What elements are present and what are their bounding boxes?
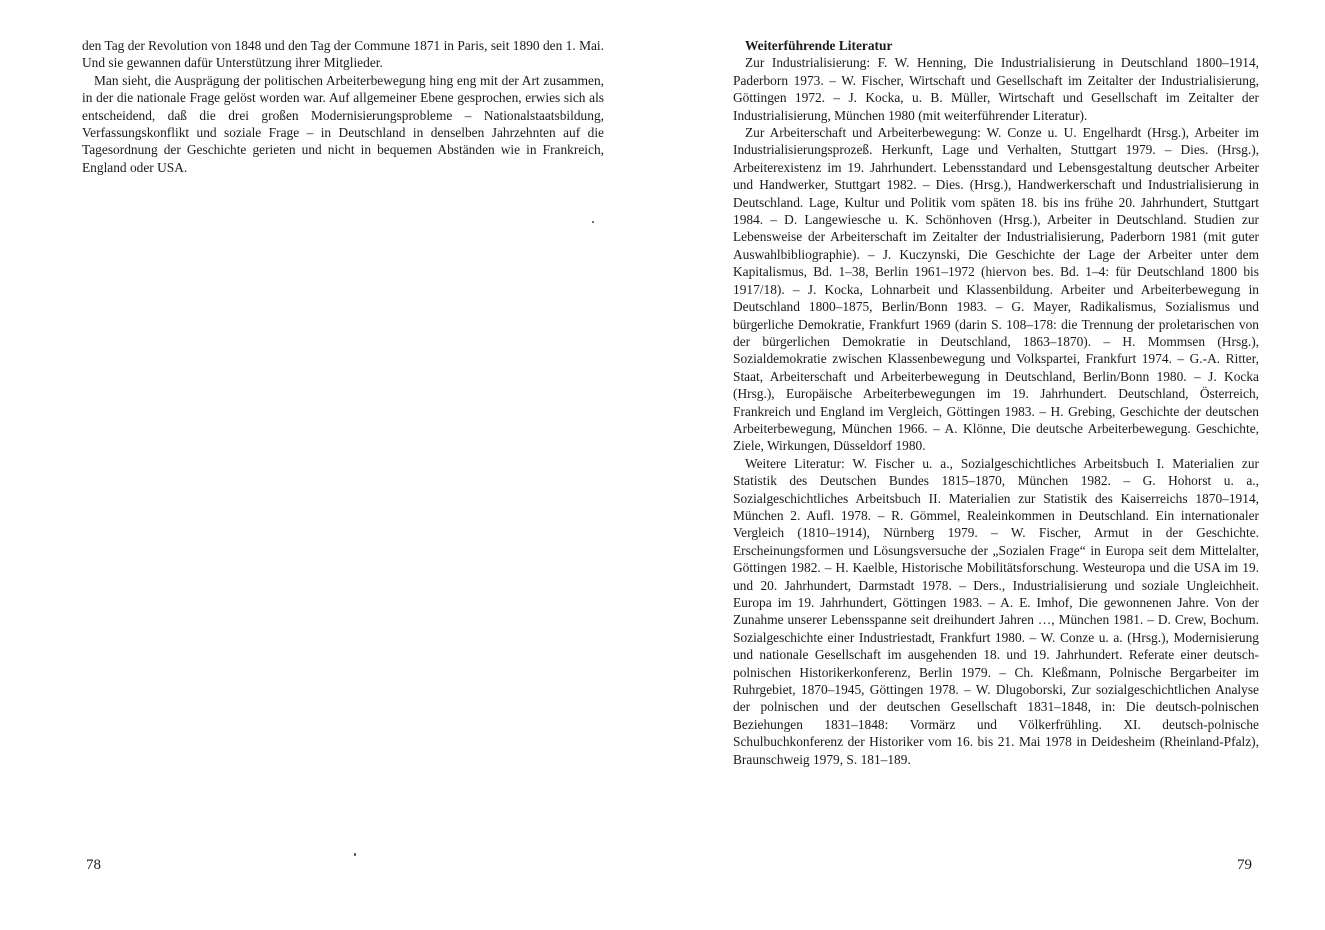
page-number-right: 79 (1237, 857, 1252, 873)
literature-paragraph-weitere: Weitere Literatur: W. Fischer u. a., Sozialgeschichtliches Arbeitsbuch I. Materialien zur Statistik des Deutschen Bundes 1815–1870, München 1982. – G. Hohorst u. a., Sozialgeschichtliches Arbeitsbuch II. Materialien zur Statistik des Kaiserreichs 1870–1914, München 2. Aufl. 1978. – R. Gömmel, Realeinkommen in Deutschland. Ein internationaler Vergleich (1810–1914), Nürnberg 1979. – W. Fischer, Armut in der Geschichte. Erscheinungsformen und Lösungsversuche der „Sozialen Frage“ in Europa seit dem Mittelalter, Göttingen 1982. – H. Kaelble, Historische Mobilitätsforschung. Westeuropa und die USA im 19. und 20. Jahrhundert, Darmstadt 1978. – Ders., Industrialisierung und soziale Ungleichheit. Europa im 19. Jahrhundert, Göttingen 1983. – A. E. Imhof, Die gewonnenen Jahre. Von der Zunahme unserer Lebensspanne seit dreihundert Jahren …, München 1981. – D. Crew, Bochum. Sozialgeschichte einer Industriestadt, Frankfurt 1980. – W. Conze u. a. (Hrsg.), Modernisierung und nationale Gesellschaft im ausgehenden 18. und 19. Jahrhundert. Referate einer deutsch-polnischen Historikerkonferenz, Berlin 1979. – Ch. Kleßmann, Polnische Bergarbeiter im Ruhrgebiet, 1870–1945, Göttingen 1978. – W. Dlugoborski, Zur sozialgeschichtlichen Analyse der polnischen und der deutschen Gesellschaft 1831–1848, in: Die deutsch-polnischen Beziehungen 1831–1848: Vormärz und Völkerfrühling. XI. deutsch-polnische Schulbuchkonferenz der Historiker vom 16. bis 21. Mai 1978 in Deidesheim (Rheinland-Pfalz), Braunschweig 1979, S. 181–189. (733, 455, 1259, 767)
left-text-column (82, 37, 604, 176)
section-heading: Weiterführende Literatur (745, 38, 893, 53)
literature-paragraph-arbeiterbewegung: Zur Arbeiterschaft und Arbeiterbewegung: W. Conze u. U. Engelhardt (Hrsg.), Arbeiter im Industrialisierungsprozeß. Herkunft, Lage und Verhalten, Stuttgart 1979. – Dies. (Hrsg.), Arbeiterexistenz im 19. Jahrhundert. Lebensstandard und Lebensgestaltung deutscher Arbeiter und Handwerker, Stuttgart 1982. – Dies. (Hrsg.), Handwerkerschaft und Industrialisierung in Deutschland. Lage, Kultur und Politik vom späten 18. bis ins frühe 20. Jahrhundert, Stuttgart 1984. – D. Langewiesche u. K. Schönhoven (Hrsg.), Arbeiter in Deutschland. Studien zur Lebensweise der Arbeiterschaft im Zeitalter der Industrialisierung, Paderborn 1981 (mit guter Auswahlbibliographie). – J. Kuczynski, Die Geschichte der Lage der Arbeiter unter dem Kapitalismus, Bd. 1–38, Berlin 1961–1972 (hiervon bes. Bd. 1–4: für Deutschland 1800 bis 1917/18). – J. Kocka, Lohnarbeit und Klassenbildung. Arbeiter und Arbeiterbewegung in Deutschland 1800–1875, Berlin/Bonn 1983. – G. Mayer, Radikalismus, Sozialismus und bürgerliche Demokratie, Frankfurt 1969 (darin S. 108–178: die Trennung der proletarischen von der bürgerlichen Demokratie in Deutschland, 1863–1870). – H. Mommsen (Hrsg.), Sozialdemokratie zwischen Klassenbewegung und Volkspartei, Frankfurt 1974. – G.-A. Ritter, Staat, Arbeiterschaft und Arbeiterbewegung in Deutschland, Berlin/Bonn 1980. – J. Kocka (Hrsg.), Europäische Arbeiterbewegungen im 19. Jahrhundert. Deutschland, Österreich, Frankreich und England im Vergleich, Göttingen 1983. – H. Grebing, Geschichte der deutschen Arbeiterbewegung, München 1966. – A. Klönne, Die deutsche Arbeiterbewegung. Geschichte, Ziele, Wirkungen, Düsseldorf 1980. (733, 125, 1259, 454)
left-paragraph-1: den Tag der Revolution von 1848 und den Tag der Commune 1871 in Paris, seit 1890 den 1. Mai. Und sie gewannen dafür Unterstützung ihrer Mitglieder. (82, 38, 604, 71)
literature-paragraph-industrialisierung: Zur Industrialisierung: F. W. Henning, Die Industrialisierung in Deutschland 1800–1914, Paderborn 1973. – W. Fischer, Wirtschaft und Gesellschaft im Zeitalter der Industrialisierung, Göttingen 1972. – J. Kocka, u. B. Müller, Wirtschaft und Gesellschaft im Zeitalter der Industrialisierung, München 1980 (mit weiterführender Literatur). (733, 55, 1259, 123)
right-text-column (733, 37, 1259, 768)
scan-speck (354, 853, 356, 856)
left-page (0, 0, 662, 930)
right-page (662, 0, 1325, 930)
page-number-left: 78 (86, 857, 101, 873)
scan-speck (592, 221, 594, 223)
left-paragraph-2: Man sieht, die Ausprägung der politischen Arbeiterbewegung hing eng mit der Art zusammen, in der die nationale Frage gelöst worden war. Auf allgemeiner Ebene gesprochen, erwies sich als entscheidend, daß die drei großen Modernisierungsprobleme – Nationalstaatsbildung, Verfassungskonflikt und soziale Frage – in Deutschland in denselben Jahrzehnten auf die Tagesordnung der Geschichte gerieten und nicht in bequemen Abständen wie in Frankreich, England oder USA. (82, 72, 604, 175)
